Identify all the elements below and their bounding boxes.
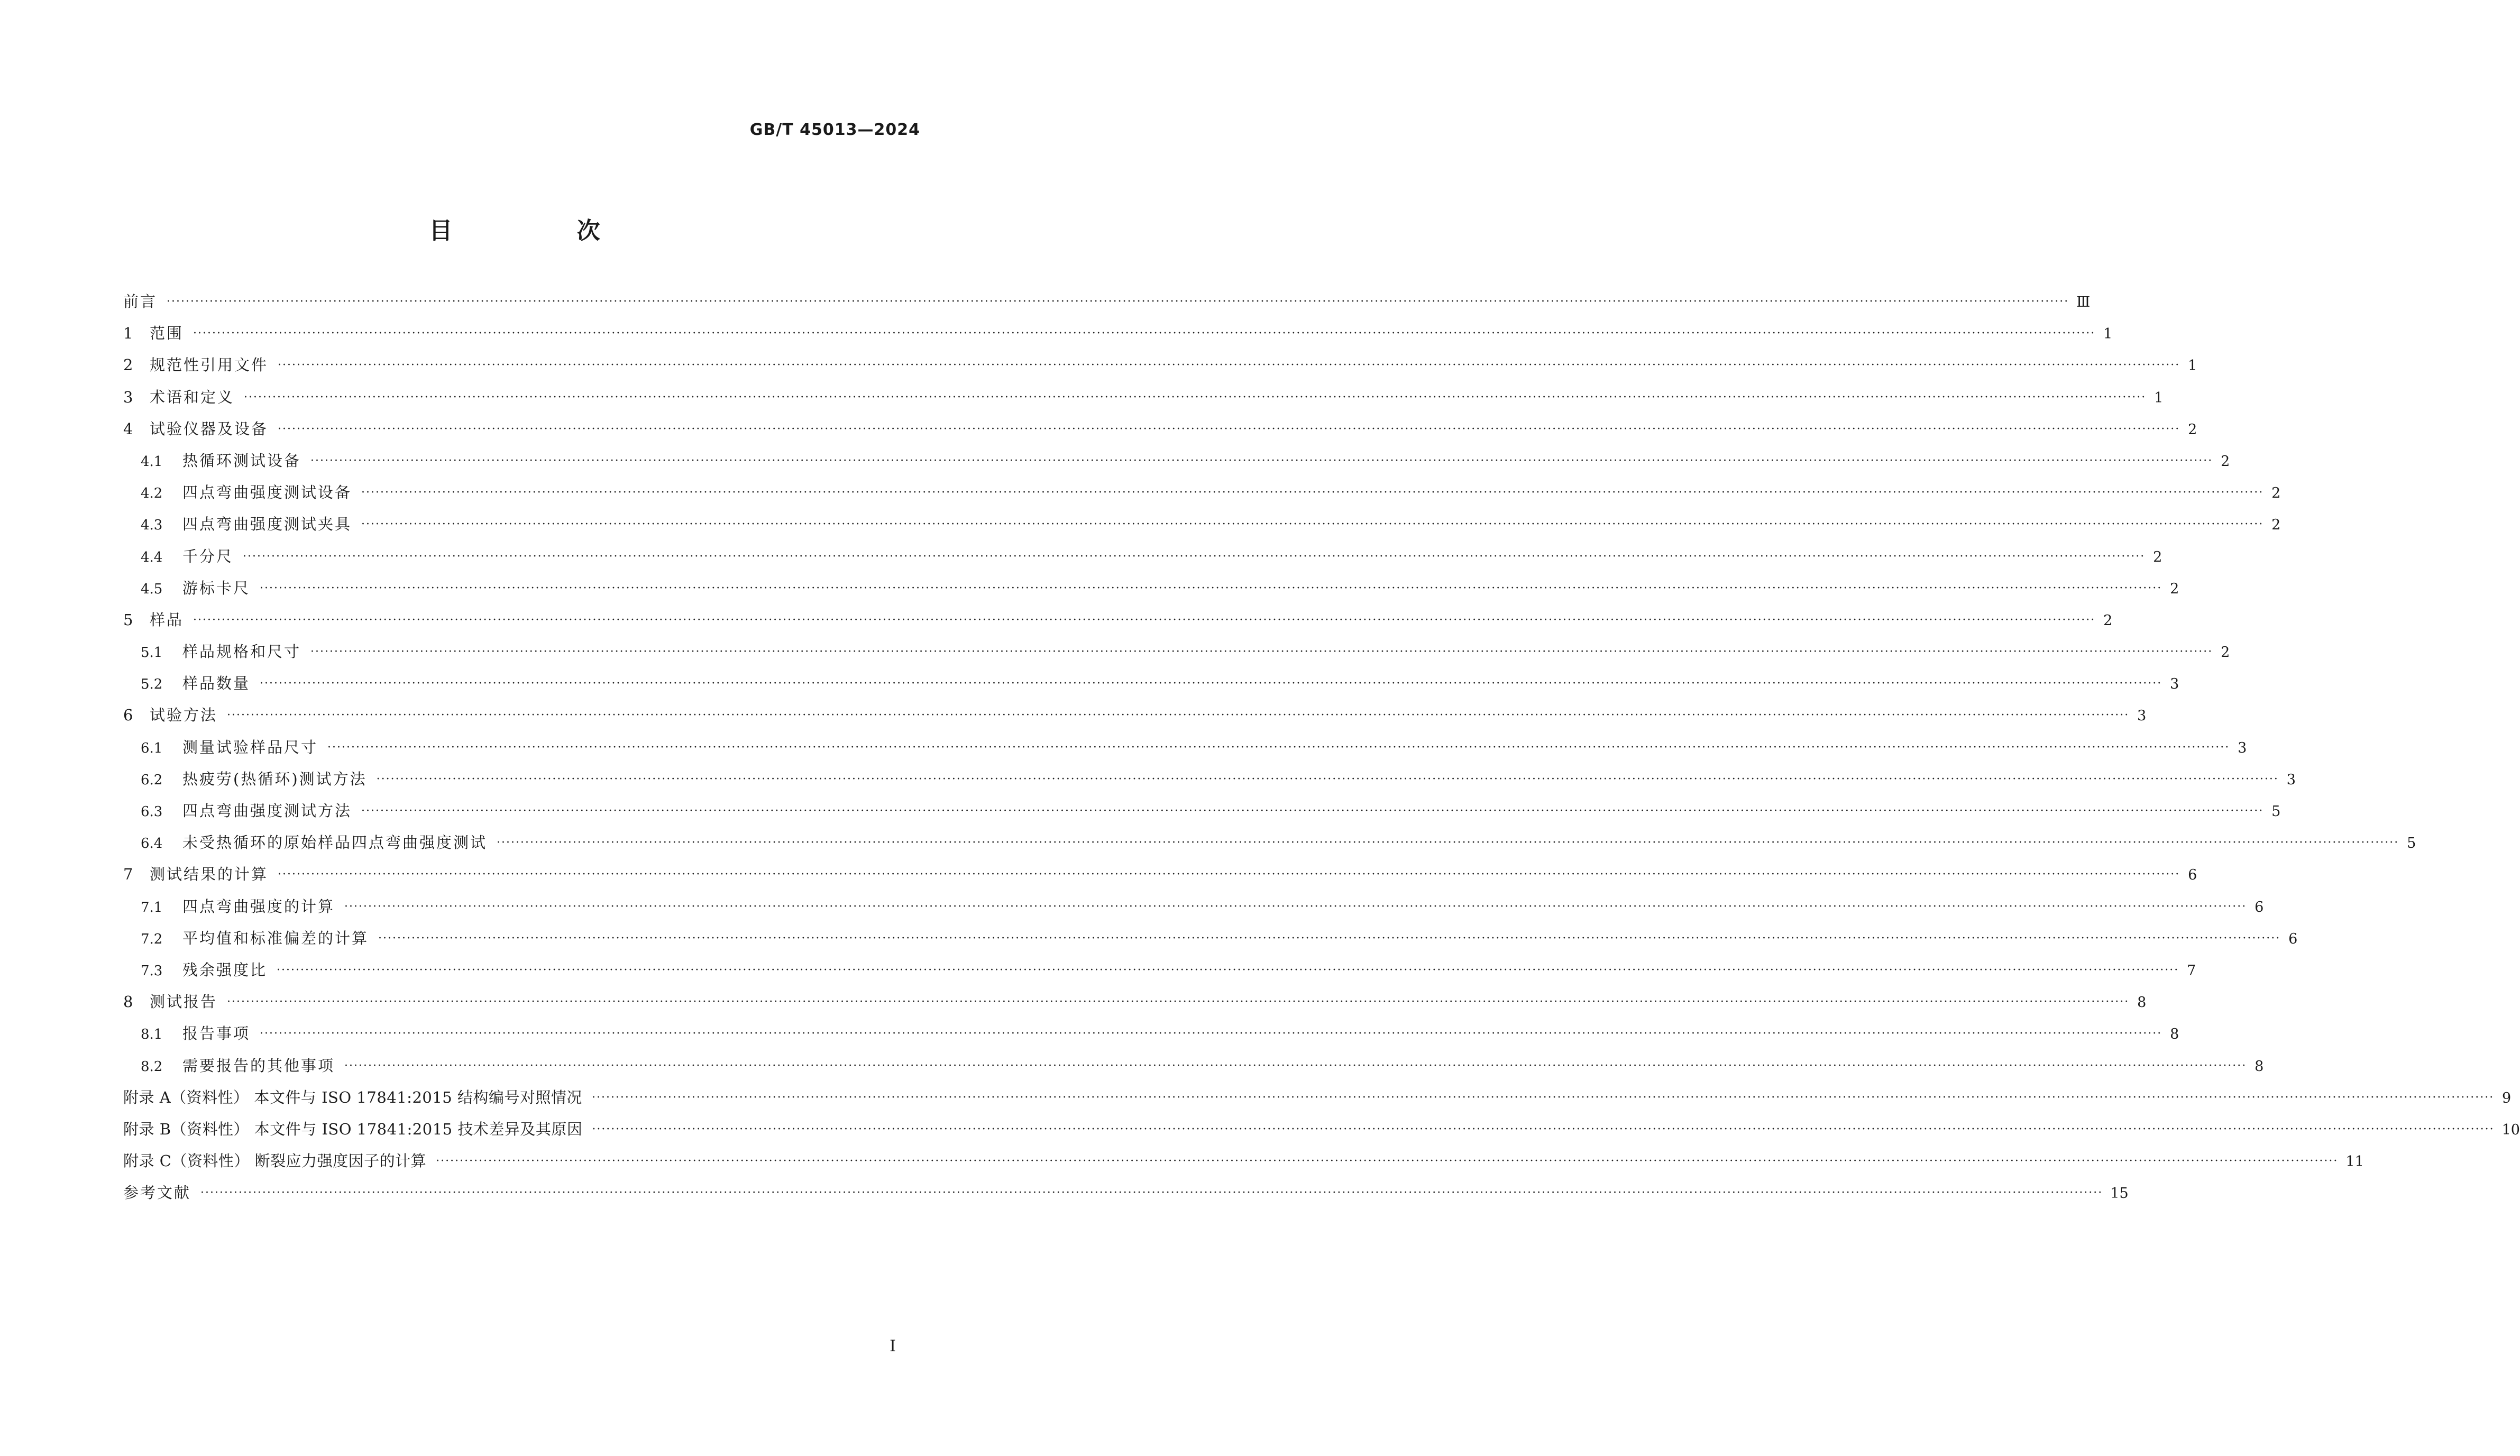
toc-entry[interactable] [123,481,2281,512]
toc-dot-leader: ················································································································································································································································································································································································································ [277,963,2179,977]
toc-entry-number: 5.2 [141,676,163,693]
toc-dot-leader: ················································································································································································································································································································································································································ [227,709,2130,722]
toc-entry-page: 3 [2238,739,2247,756]
toc-entry[interactable] [123,895,2264,927]
toc-dot-leader: ················································································································································································································································································································································································································ [193,613,2096,627]
toc-entry-label: 四点弯曲强度的计算 [182,897,335,915]
toc-entry[interactable] [123,767,2296,799]
toc-dot-leader: ················································································································································································································································································································································································································ [244,390,2147,404]
toc-dot-leader: ················································································································································································································································································································································································································ [260,1027,2162,1041]
toc-entry-label: 样品规格和尺寸 [182,643,301,661]
toc-dot-leader: ················································································································································································································································································································································································································ [591,1091,2495,1104]
toc-entry-page: 1 [2154,389,2164,406]
toc-entry-label: 试验仪器及设备 [150,419,269,438]
toc-entry-label: 残余强度比 [182,960,268,979]
table-of-contents [123,290,2520,1213]
toc-entry-number: 6.3 [141,804,163,820]
toc-entry-label: 规范性引用文件 [150,356,269,374]
toc-entry[interactable] [123,1118,2520,1149]
toc-entry-number: 8 [123,993,133,1011]
toc-entry-number: 4.5 [141,581,163,597]
toc-entry[interactable] [123,640,2230,672]
toc-dot-leader: ················································································································································································································································································································································································································ [361,518,2264,532]
toc-entry-number: 7.2 [141,931,163,947]
toc-dot-leader: ················································································································································································································································································································································································································ [376,772,2279,786]
toc-dot-leader: ················································································································································································································································································································································································································ [167,295,2069,308]
toc-entry[interactable] [123,831,2416,863]
toc-entry[interactable] [123,1086,2512,1118]
toc-entry-number: 6.1 [141,740,163,756]
toc-entry-page: 6 [2255,899,2264,915]
toc-entry-label: 附录 A（资料性） 本文件与 ISO 17841:2015 结构编号对照情况 [123,1088,582,1106]
toc-entry[interactable] [123,863,2197,894]
toc-dot-leader: ················································································································································································································································································································································································································ [378,931,2281,945]
toc-entry-page: 11 [2345,1153,2364,1170]
toc-entry-number: 5.1 [141,645,163,661]
toc-entry-label: 附录 B（资料性） 本文件与 ISO 17841:2015 技术差异及其原因 [123,1120,583,1138]
toc-entry-label: 参考文献 [123,1184,191,1202]
toc-entry-page: 2 [2188,421,2197,438]
toc-entry-page: 10 [2501,1121,2520,1138]
toc-entry-label: 样品 [150,610,184,629]
toc-entry[interactable] [123,736,2247,767]
toc-entry-number: 4.3 [141,517,163,534]
toc-entry-label: 四点弯曲强度测试设备 [182,483,352,502]
toc-entry-number: 8.1 [141,1027,163,1043]
toc-dot-leader: ················································································································································································································································································································································································································ [344,900,2247,913]
toc-entry[interactable] [123,386,2164,417]
toc-entry-page: 1 [2103,326,2113,343]
toc-entry-page: 3 [2286,771,2296,788]
toc-dot-leader: ················································································································································································································································································································································································································ [200,1186,2103,1200]
toc-entry-page: Ⅲ [2076,294,2091,310]
toc-dot-leader: ················································································································································································································································································································································································································ [310,454,2213,468]
toc-entry-label: 测试结果的计算 [150,865,269,884]
toc-entry[interactable] [123,799,2281,831]
toc-entry-page: 5 [2271,803,2281,820]
toc-entry-page: 8 [2137,994,2147,1011]
toc-entry-number: 1 [123,324,133,343]
toc-entry-number: 2 [123,356,133,374]
toc-entry-number: 4.4 [141,549,163,565]
toc-entry-label: 术语和定义 [150,388,235,406]
toc-entry-page: 9 [2502,1089,2512,1106]
toc-entry-label: 样品数量 [182,674,251,693]
toc-dot-leader: ················································································································································································································································································································································································································ [278,868,2180,882]
toc-entry-number: 6.4 [141,836,163,852]
toc-entry[interactable] [123,290,2091,322]
toc-dot-leader: ················································································································································································································································································································································································································ [278,359,2180,372]
toc-entry-label: 需要报告的其他事项 [182,1056,335,1075]
toc-dot-leader: ················································································································································································································································································································································································································ [344,1059,2247,1073]
toc-dot-leader: ················································································································································································································································································································································································································ [278,422,2180,436]
toc-entry-number: 8.2 [141,1058,163,1075]
toc-entry-number: 4.1 [141,453,163,470]
toc-entry-number: 4 [123,419,133,438]
toc-entry-label: 游标卡尺 [182,579,251,597]
toc-dot-leader: ················································································································································································································································································································································································································ [592,1122,2495,1136]
toc-entry-page: 2 [2271,517,2281,534]
toc-entry-page: 6 [2288,930,2298,947]
toc-dot-leader: ················································································································································································································································································································································································································ [361,804,2264,818]
toc-entry-number: 7.3 [141,963,163,979]
toc-entry[interactable] [123,353,2197,385]
toc-entry-number: 3 [123,388,133,406]
toc-entry-page: 2 [2221,453,2230,470]
toc-entry[interactable] [123,512,2281,544]
toc-entry-page: 15 [2110,1185,2129,1202]
toc-dot-leader: ················································································································································································································································································································································································································ [327,740,2230,754]
toc-entry-label: 四点弯曲强度测试夹具 [182,515,352,534]
toc-entry-page: 1 [2188,358,2197,374]
toc-entry[interactable] [123,322,2113,353]
toc-entry-number: 7 [123,865,133,884]
toc-entry-label: 附录 C（资料性） 断裂应力强度因子的计算 [123,1152,427,1170]
toc-entry-label: 热循环测试设备 [182,451,301,470]
toc-entry[interactable] [123,1149,2364,1181]
toc-dot-leader: ················································································································································································································································································································································································································ [497,836,2399,850]
toc-entry[interactable] [123,703,2147,735]
toc-entry-number: 6.2 [141,772,163,788]
toc-entry-page: 5 [2407,835,2416,852]
toc-entry-label: 未受热循环的原始样品四点弯曲强度测试 [182,834,488,852]
toc-entry-label: 报告事项 [182,1024,251,1043]
toc-entry[interactable] [123,672,2179,703]
toc-entry[interactable] [123,608,2113,640]
toc-entry[interactable] [123,990,2147,1022]
toc-dot-leader: ················································································································································································································································································································································································································ [361,486,2264,500]
toc-entry-label: 千分尺 [182,547,234,565]
toc-entry-page: 2 [2103,612,2113,629]
toc-entry[interactable] [123,576,2179,608]
toc-entry[interactable] [123,1022,2179,1054]
toc-dot-leader: ················································································································································································································································································································································································································ [227,995,2130,1009]
toc-entry-number: 7.1 [141,899,163,915]
toc-entry[interactable] [123,958,2196,990]
toc-entry-page: 3 [2170,676,2179,693]
toc-entry-number: 4.2 [141,486,163,502]
toc-entry-page: 8 [2255,1058,2264,1075]
toc-entry-page: 7 [2187,962,2196,979]
page-title: 目 次 [429,217,658,244]
toc-dot-leader: ················································································································································································································································································································································································································ [310,645,2213,659]
toc-entry-page: 6 [2188,867,2197,884]
toc-entry-page: 2 [2271,485,2281,502]
toc-entry[interactable] [123,545,2162,576]
toc-entry-number: 6 [123,706,133,725]
toc-entry-label: 平均值和标准偏差的计算 [182,929,369,947]
toc-entry-label: 试验方法 [150,706,218,725]
toc-entry[interactable] [123,449,2230,481]
toc-dot-leader: ················································································································································································································································································································································································································ [243,550,2146,563]
toc-entry-label: 测试报告 [150,993,218,1011]
standard-code: GB/T 45013—2024 [749,121,920,139]
toc-entry-label: 四点弯曲强度测试方法 [182,802,352,820]
toc-dot-leader: ················································································································································································································································································································································································································ [260,677,2162,691]
toc-entry-page: 2 [2170,580,2179,597]
toc-entry-label: 前言 [123,292,158,310]
page-number: I [890,1337,896,1356]
toc-dot-leader: ················································································································································································································································································································································································································ [193,327,2096,341]
toc-entry-label: 热疲劳(热循环)测试方法 [182,770,367,788]
toc-dot-leader: ················································································································································································································································································································································································································ [260,581,2162,595]
toc-entry[interactable] [123,417,2197,449]
toc-entry[interactable] [123,927,2298,958]
toc-entry[interactable] [123,1181,2129,1213]
toc-entry-label: 范围 [150,324,184,343]
toc-entry-page: 3 [2137,708,2147,725]
toc-entry-page: 2 [2221,644,2230,661]
toc-entry-number: 5 [123,610,133,629]
toc-entry-page: 2 [2153,548,2162,565]
toc-dot-leader: ················································································································································································································································································································································································································ [436,1155,2339,1168]
toc-entry-label: 测量试验样品尺寸 [182,738,318,756]
toc-entry[interactable] [123,1054,2264,1086]
toc-entry-page: 8 [2170,1026,2179,1043]
